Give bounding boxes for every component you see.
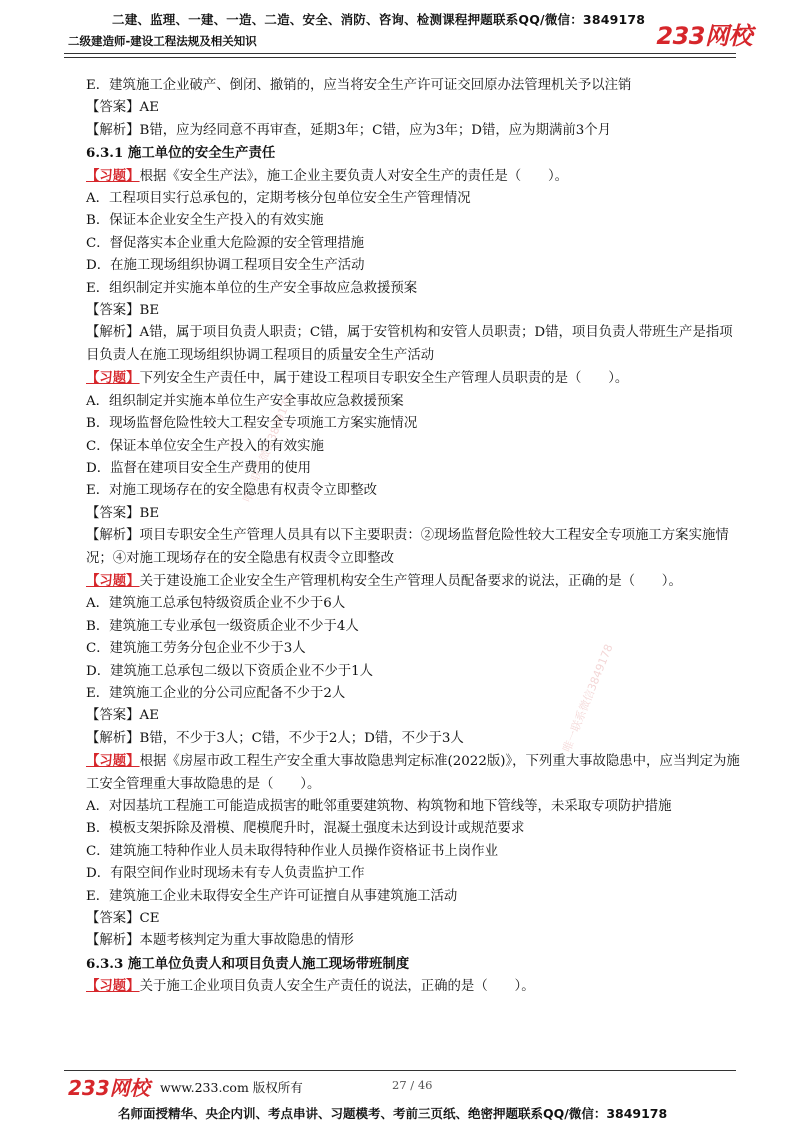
footer-site: www.233.com 版权所有 xyxy=(160,1080,303,1095)
question-text: 根据《房屋市政工程生产安全重大事故隐患判定标准(2022版)》，下列重大事故隐患中，应当判定为施工安全管理重大事故隐患的是（ ）。 xyxy=(86,754,740,792)
question xyxy=(86,367,741,390)
question-text: 关于建设施工企业安全生产管理机构安全生产管理人员配备要求的说法，正确的是（ ）。 xyxy=(139,573,682,589)
logo-233-header: 233网校 xyxy=(656,22,752,50)
page-number: 27 / 46 xyxy=(392,1078,433,1092)
analysis: 【解析】A错，属于项目负责人职责；C错，属于安管机构和安管人员职责；D错，项目负责人带班生产是指项目负责人在施工现场组织协调工程项目的质量安全生产活动 xyxy=(86,325,733,363)
footer-rule xyxy=(64,1070,736,1071)
option-c: C．保证本单位安全生产投入的有效实施 xyxy=(86,438,324,454)
option-e: E．对施工现场存在的安全隐患有权责令立即整改 xyxy=(86,483,377,499)
answer: 【答案】AE xyxy=(86,100,160,116)
question-text: 关于施工企业项目负责人安全生产责任的说法，正确的是（ ）。 xyxy=(139,979,535,995)
section-heading: 6.3.1 施工单位的安全生产责任 xyxy=(86,145,276,162)
option-d: D．在施工现场组织协调工程项目安全生产活动 xyxy=(86,258,365,274)
answer: 【答案】BE xyxy=(86,303,160,319)
option-a: A．建筑施工总承包特级资质企业不少于6人 xyxy=(86,596,346,612)
question xyxy=(86,975,741,998)
analysis: 【解析】本题考核判定为重大事故隐患的情形 xyxy=(86,933,354,949)
option-b: B．模板支架拆除及滑模、爬模爬升时，混凝土强度未达到设计或规范要求 xyxy=(86,821,525,837)
analysis: 【解析】B错，应为经同意不再审查，延期3年；C错，应为3年；D错，应为期满前3个月 xyxy=(86,122,612,138)
section-heading: 6.3.3 施工单位负责人和项目负责人施工现场带班制度 xyxy=(86,955,410,972)
question-text: 下列安全生产责任中，属于建设工程项目专职安全生产管理人员职责的是（ ）。 xyxy=(139,371,629,387)
option-d: D．监督在建项目安全生产费用的使用 xyxy=(86,460,311,476)
analysis: 【解析】项目专职安全生产管理人员具有以下主要职责：②现场监督危险性较大工程安全专项施工方案实施情况；④对施工现场存在的安全隐患有权责令立即整改 xyxy=(86,528,729,566)
option-b: B．保证本企业安全生产投入的有效实施 xyxy=(86,213,324,229)
option-b: B．建筑施工专业承包一级资质企业不少于4人 xyxy=(86,618,359,634)
option-b: B．现场监督危险性较大工程安全专项施工方案实施情况 xyxy=(86,416,418,432)
answer: 【答案】CE xyxy=(86,911,160,927)
question-tag: 【习题】 xyxy=(86,978,140,995)
option-e: E．建筑施工企业破产、倒闭、撤销的，应当将安全生产许可证交回原办法管理机关予以注销 xyxy=(86,78,632,93)
option-a: A．工程项目实行总承包的，定期考核分包单位安全生产管理情况 xyxy=(86,191,471,207)
watermark-2: 唯一联系微信3849178 xyxy=(560,642,616,754)
header-rule-thin xyxy=(64,57,736,58)
option-e: E．组织制定并实施本单位的生产安全事故应急救援预案 xyxy=(86,280,418,296)
option-c: C．建筑施工劳务分包企业不少于3人 xyxy=(86,641,306,657)
option-a: A．组织制定并实施本单位生产安全事故应急救援预案 xyxy=(86,393,404,409)
question-tag: 【习题】 xyxy=(86,370,140,387)
option-e: E．建筑施工企业未取得安全生产许可证擅自从事建筑施工活动 xyxy=(86,888,458,904)
footer-banner: 名师面授精华、央企内训、考点串讲、习题模考、考前三页纸、绝密押题联系QQ/微信：3849178 xyxy=(118,1106,668,1121)
answer: 【答案】AE xyxy=(86,708,160,724)
question xyxy=(86,750,741,796)
answer: 【答案】BE xyxy=(86,505,160,521)
analysis: 【解析】B错，不少于3人；C错，不少于2人；D错，不少于3人 xyxy=(86,730,464,746)
option-a: A．对因基坑工程施工可能造成损害的毗邻重要建筑物、构筑物和地下管线等，未采取专项防护措施 xyxy=(86,799,672,814)
question-text: 根据《安全生产法》，施工企业主要负责人对安全生产的责任是（ ）。 xyxy=(139,168,569,184)
option-c: C．建筑施工特种作业人员未取得特种作业人员操作资格证书上岗作业 xyxy=(86,843,498,859)
question-tag: 【习题】 xyxy=(86,167,140,184)
option-e: E．建筑施工企业的分公司应配备不少于2人 xyxy=(86,685,346,701)
question xyxy=(86,570,741,593)
logo-233-footer: 233网校 xyxy=(68,1076,150,1100)
watermark-1: 唯一联系微信3849178 xyxy=(240,392,296,504)
document-body xyxy=(86,75,741,999)
question-tag: 【习题】 xyxy=(86,572,140,589)
question xyxy=(86,165,741,188)
header-subtitle: 二级建造师-建设工程法规及相关知识 xyxy=(68,34,257,48)
header-rule xyxy=(64,53,736,54)
option-d: D．有限空间作业时现场未有专人负责监护工作 xyxy=(86,866,365,882)
option-c: C．督促落实本企业重大危险源的安全管理措施 xyxy=(86,235,365,251)
question-tag: 【习题】 xyxy=(86,753,140,770)
option-d: D．建筑施工总承包二级以下资质企业不少于1人 xyxy=(86,663,374,679)
header-banner: 二建、监理、一建、一造、二造、安全、消防、咨询、检测课程押题联系QQ/微信：3849178 xyxy=(112,12,646,27)
